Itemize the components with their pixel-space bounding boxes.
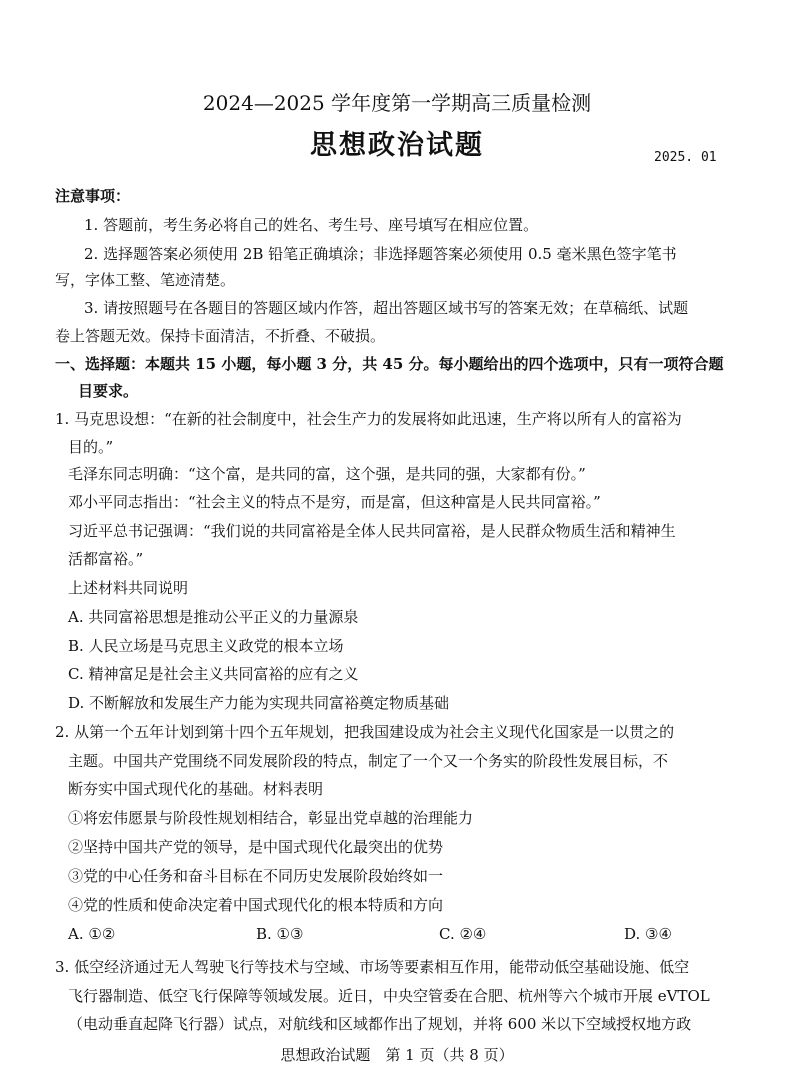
- notice-item: 写，字体工整、笔迹清楚。: [55, 271, 236, 289]
- question-1-quote: 习近平总书记强调：“我们说的共同富裕是全体人民共同富裕，是人民群众物质生活和精神生: [68, 522, 676, 540]
- section-heading-cont: 目要求。: [78, 382, 139, 400]
- question-1-option-d: D. 不断解放和发展生产力能为实现共同富裕奠定物质基础: [68, 694, 450, 712]
- question-1-stem: 目的。”: [68, 438, 114, 456]
- notice-item: 2. 选择题答案必须使用 2B 铅笔正确填涂；非选择题答案必须使用 0.5 毫米黑色签字笔书: [84, 245, 677, 263]
- notice-heading: 注意事项：: [55, 187, 131, 205]
- question-2-stem: 断夯实中国式现代化的基础。材料表明: [68, 780, 324, 798]
- question-2-statement: ③党的中心任务和奋斗目标在不同历史发展阶段始终如一: [68, 867, 444, 885]
- question-2-statement: ①将宏伟愿景与阶段性规划相结合，彰显出党卓越的治理能力: [68, 809, 474, 827]
- notice-item: 3. 请按照题号在各题目的答题区域内作答，超出答题区域书写的答案无效；在草稿纸、试题: [84, 299, 689, 317]
- question-2-statement: ④党的性质和使命决定着中国式现代化的根本特质和方向: [68, 896, 444, 914]
- notice-item: 1. 答题前，考生务必将自己的姓名、考生号、座号填写在相应位置。: [84, 216, 539, 234]
- question-1-quote: 毛泽东同志明确：“这个富，是共同的富，这个强，是共同的强，大家都有份。”: [68, 465, 586, 483]
- question-1-prompt: 上述材料共同说明: [68, 579, 189, 597]
- question-2-statement: ②坚持中国共产党的领导，是中国式现代化最突出的优势: [68, 838, 444, 856]
- question-1-option-b: B. 人民立场是马克思主义政党的根本立场: [68, 637, 344, 655]
- question-2-option-d: D. ③④: [624, 925, 672, 943]
- question-2-option-c: C. ②④: [439, 925, 487, 943]
- question-1-quote: 活都富裕。”: [68, 550, 144, 568]
- question-3-stem: 飞行器制造、低空飞行保障等领域发展。近日，中央空管委在合肥、杭州等六个城市开展 eVTOL: [68, 987, 710, 1005]
- exam-date: 2025. 01: [654, 150, 717, 165]
- page-footer: 思想政治试题 第 1 页（共 8 页）: [280, 1046, 514, 1064]
- question-1-stem: 1. 马克思设想：“在新的社会制度中，社会生产力的发展将如此迅速，生产将以所有人的富裕为: [55, 410, 682, 428]
- question-2-stem: 2. 从第一个五年计划到第十四个五年规划，把我国建设成为社会主义现代化国家是一以贯之的: [55, 723, 675, 741]
- notice-item: 卷上答题无效。保持卡面清洁，不折叠、不破损。: [55, 327, 386, 345]
- question-1-option-a: A. 共同富裕思想是推动公平正义的力量源泉: [68, 608, 359, 626]
- question-3-stem: 3. 低空经济通过无人驾驶飞行等技术与空域、市场等要素相互作用，能带动低空基础设施、低空: [55, 958, 690, 976]
- question-1-option-c: C. 精神富足是社会主义共同富裕的应有之义: [68, 665, 359, 683]
- question-2-option-a: A. ①②: [68, 925, 116, 943]
- question-2-stem: 主题。中国共产党围绕不同发展阶段的特点，制定了一个又一个务实的阶段性发展目标，不: [68, 752, 669, 770]
- exam-title: 思想政治试题: [310, 130, 484, 161]
- question-2-option-b: B. ①③: [256, 925, 304, 943]
- exam-header: 2024—2025 学年度第一学期高三质量检测: [202, 91, 592, 115]
- question-1-quote: 邓小平同志指出：“社会主义的特点不是穷，而是富，但这种富是人民共同富裕。”: [68, 493, 601, 511]
- section-heading: 一、选择题：本题共 15 小题，每小题 3 分，共 45 分。每小题给出的四个选项中，只有一项符合题: [55, 355, 724, 373]
- question-3-stem: （电动垂直起降飞行器）试点，对航线和区域都作出了规划，并将 600 米以下空域授权地方政: [68, 1015, 692, 1033]
